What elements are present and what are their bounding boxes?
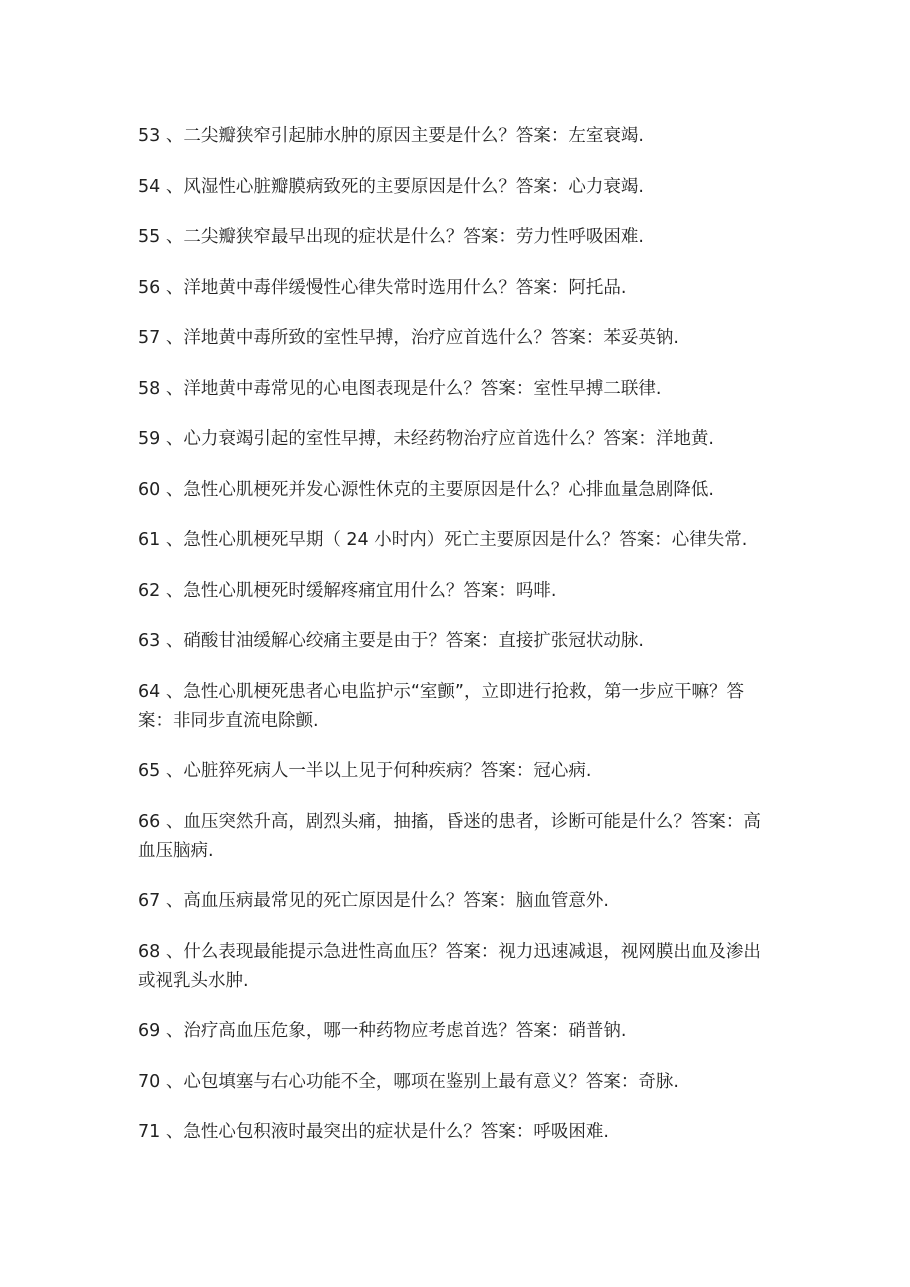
qa-item-69: 69 、治疗高血压危象，哪一种药物应考虑首选？答案：硝普钠. bbox=[138, 1021, 627, 1041]
qa-item-68: 68 、什么表现最能提示急进性高血压？答案：视力迅速减退，视网膜出血及渗出或视乳头水肿. bbox=[138, 941, 761, 991]
qa-item-65: 65 、心脏猝死病人一半以上见于何种疾病？答案：冠心病. bbox=[138, 761, 592, 781]
qa-list bbox=[138, 122, 778, 1169]
qa-item-53: 53 、二尖瓣狭窄引起肺水肿的原因主要是什么？答案：左室衰竭. bbox=[138, 126, 644, 146]
qa-item-70: 70 、心包填塞与右心功能不全，哪项在鉴别上最有意义？答案：奇脉. bbox=[138, 1071, 679, 1092]
qa-item-58: 58 、洋地黄中毒常见的心电图表现是什么？答案：室性早搏二联律. bbox=[138, 378, 662, 399]
qa-item-62: 62 、急性心肌梗死时缓解疼痛宜用什么？答案：吗啡. bbox=[138, 580, 557, 601]
qa-item-67: 67 、高血压病最常见的死亡原因是什么？答案：脑血管意外. bbox=[138, 891, 609, 911]
qa-item-61: 61 、急性心肌梗死早期（ 24 小时内）死亡主要原因是什么？答案：心律失常. bbox=[138, 530, 748, 550]
qa-item-71: 71 、急性心包积液时最突出的症状是什么？答案：呼吸困难. bbox=[138, 1122, 609, 1142]
qa-item-59: 59 、心力衰竭引起的室性早搏，未经药物治疗应首选什么？答案：洋地黄. bbox=[138, 429, 714, 449]
qa-item-64: 64 、急性心肌梗死患者心电监护示“室颤”，立即进行抢救，第一步应干嘛？答案：非同步直流电除颤. bbox=[138, 681, 744, 731]
qa-item-63: 63 、硝酸甘油缓解心绞痛主要是由于？答案：直接扩张冠状动脉. bbox=[138, 631, 644, 651]
qa-item-57: 57 、洋地黄中毒所致的室性早搏，治疗应首选什么？答案：苯妥英钠. bbox=[138, 328, 679, 348]
qa-item-66: 66 、血压突然升高，剧烈头痛，抽搐，昏迷的患者，诊断可能是什么？答案：高血压脑病. bbox=[138, 811, 761, 861]
qa-item-54: 54 、风湿性心脏瓣膜病致死的主要原因是什么？答案：心力衰竭. bbox=[138, 176, 644, 197]
qa-item-56: 56 、洋地黄中毒伴缓慢性心律失常时选用什么？答案：阿托品. bbox=[138, 277, 627, 298]
qa-item-55: 55 、二尖瓣狭窄最早出现的症状是什么？答案：劳力性呼吸困难. bbox=[138, 227, 644, 247]
qa-item-60: 60 、急性心肌梗死并发心源性休克的主要原因是什么？心排血量急剧降低. bbox=[138, 479, 714, 500]
